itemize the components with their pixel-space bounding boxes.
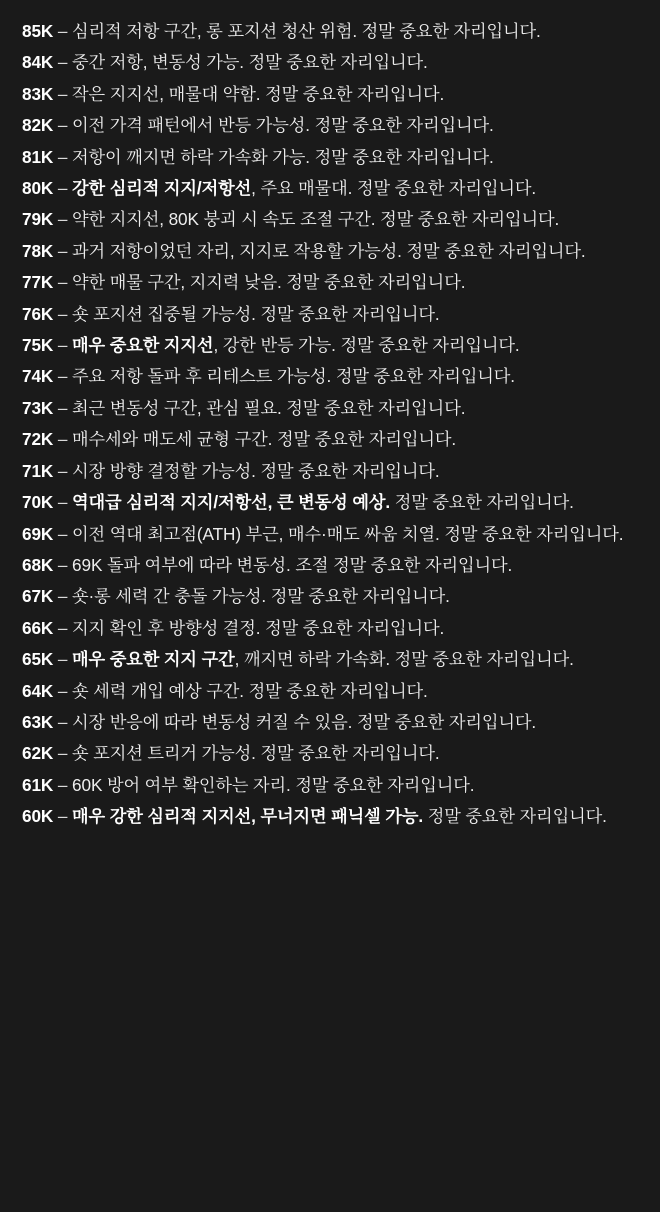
separator-dash: – xyxy=(53,209,73,230)
separator-dash: – xyxy=(53,178,73,199)
separator-dash: – xyxy=(53,460,73,481)
price-level-label: 64K xyxy=(22,680,54,701)
separator-dash: – xyxy=(53,303,73,324)
price-level-label: 71K xyxy=(22,460,54,481)
separator-dash: – xyxy=(53,146,73,167)
separator-dash: – xyxy=(53,523,73,544)
price-level-label: 84K xyxy=(22,52,54,73)
separator-dash: – xyxy=(53,649,73,670)
price-level-label: 70K xyxy=(22,492,54,513)
price-level-line xyxy=(22,79,640,110)
price-level-label: 82K xyxy=(22,115,54,136)
price-level-description: 약한 지지선, 80K 붕괴 시 속도 조절 구간. 정말 중요한 자리입니다. xyxy=(72,209,560,230)
price-level-line xyxy=(22,738,640,769)
price-level-label: 79K xyxy=(22,209,54,230)
price-level-label: 76K xyxy=(22,303,54,324)
price-level-label: 65K xyxy=(22,649,54,670)
price-level-label: 62K xyxy=(22,743,54,764)
price-level-description: , 강한 반등 가능. 정말 중요한 자리입니다. xyxy=(213,335,520,356)
price-level-line xyxy=(22,142,640,173)
price-level-emphasis: 매우 중요한 지지선 xyxy=(72,335,214,356)
price-level-description: 시장 방향 결정할 가능성. 정말 중요한 자리입니다. xyxy=(72,460,440,481)
price-level-label: 61K xyxy=(22,774,54,795)
separator-dash: – xyxy=(53,711,73,732)
separator-dash: – xyxy=(53,366,73,387)
price-level-description: 주요 저항 돌파 후 리테스트 가능성. 정말 중요한 자리입니다. xyxy=(72,366,515,387)
price-level-line xyxy=(22,519,640,550)
price-level-line xyxy=(22,47,640,78)
price-level-line xyxy=(22,487,640,518)
price-level-line xyxy=(22,707,640,738)
price-level-line xyxy=(22,801,640,832)
price-level-line xyxy=(22,299,640,330)
price-level-description: , 깨지면 하락 가속화. 정말 중요한 자리입니다. xyxy=(234,649,574,670)
price-level-label: 74K xyxy=(22,366,54,387)
price-level-label: 77K xyxy=(22,272,54,293)
separator-dash: – xyxy=(53,743,73,764)
separator-dash: – xyxy=(53,21,73,41)
price-level-line xyxy=(22,16,640,47)
price-level-label: 73K xyxy=(22,397,54,418)
price-level-label: 72K xyxy=(22,429,54,450)
price-level-label: 67K xyxy=(22,586,54,607)
price-level-description: 약한 매물 구간, 지지력 낮음. 정말 중요한 자리입니다. xyxy=(72,272,466,293)
price-level-label: 85K xyxy=(22,21,54,41)
separator-dash: – xyxy=(53,335,73,356)
price-level-line xyxy=(22,550,640,581)
price-level-description: 매수세와 매도세 균형 구간. 정말 중요한 자리입니다. xyxy=(72,429,457,450)
price-level-label: 81K xyxy=(22,146,54,167)
separator-dash: – xyxy=(53,554,73,575)
price-level-description: 최근 변동성 구간, 관심 필요. 정말 중요한 자리입니다. xyxy=(72,397,466,418)
price-level-label: 78K xyxy=(22,240,54,261)
price-level-line xyxy=(22,424,640,455)
price-level-label: 66K xyxy=(22,617,54,638)
price-level-label: 60K xyxy=(22,806,54,827)
price-level-description: 60K 방어 여부 확인하는 자리. 정말 중요한 자리입니다. xyxy=(72,774,475,795)
price-level-description: 이전 가격 패턴에서 반등 가능성. 정말 중요한 자리입니다. xyxy=(72,115,494,136)
price-level-line xyxy=(22,456,640,487)
price-level-description: , 주요 매물대. 정말 중요한 자리입니다. xyxy=(251,178,537,199)
separator-dash: – xyxy=(53,115,73,136)
price-level-label: 75K xyxy=(22,335,54,356)
price-level-description: 숏·롱 세력 간 충돌 가능성. 정말 중요한 자리입니다. xyxy=(72,586,450,607)
price-level-description: 지지 확인 후 방향성 결정. 정말 중요한 자리입니다. xyxy=(72,617,445,638)
price-level-label: 69K xyxy=(22,523,54,544)
price-level-label: 68K xyxy=(22,554,54,575)
price-level-line xyxy=(22,644,640,675)
separator-dash: – xyxy=(53,240,73,261)
separator-dash: – xyxy=(53,397,73,418)
separator-dash: – xyxy=(53,586,73,607)
price-level-emphasis: 매우 중요한 지지 구간 xyxy=(72,649,235,670)
separator-dash: – xyxy=(53,52,73,73)
price-level-line xyxy=(22,361,640,392)
separator-dash: – xyxy=(53,617,73,638)
price-level-line xyxy=(22,581,640,612)
price-level-description: 숏 세력 개입 예상 구간. 정말 중요한 자리입니다. xyxy=(72,680,428,701)
price-level-line xyxy=(22,267,640,298)
separator-dash: – xyxy=(53,492,73,513)
price-level-line xyxy=(22,770,640,801)
price-level-description: 중간 저항, 변동성 가능. 정말 중요한 자리입니다. xyxy=(72,52,428,73)
price-level-description: 심리적 저항 구간, 롱 포지션 청산 위험. 정말 중요한 자리입니다. xyxy=(72,21,541,41)
price-level-label: 80K xyxy=(22,178,54,199)
price-level-line xyxy=(22,393,640,424)
separator-dash: – xyxy=(53,806,73,827)
price-level-line xyxy=(22,110,640,141)
price-level-line xyxy=(22,236,640,267)
price-level-line xyxy=(22,204,640,235)
price-level-description: 이전 역대 최고점(ATH) 부근, 매수·매도 싸움 치열. 정말 중요한 자리입니다. xyxy=(72,523,624,544)
price-level-description: 숏 포지션 집중될 가능성. 정말 중요한 자리입니다. xyxy=(72,303,440,324)
separator-dash: – xyxy=(53,429,73,450)
price-level-description: 과거 저항이었던 자리, 지지로 작용할 가능성. 정말 중요한 자리입니다. xyxy=(72,240,586,261)
price-level-description: 정말 중요한 자리입니다. xyxy=(423,806,607,827)
price-level-emphasis: 역대급 심리적 지지/저항선, 큰 변동성 예상. xyxy=(72,492,391,513)
price-level-description: 저항이 깨지면 하락 가속화 가능. 정말 중요한 자리입니다. xyxy=(72,146,494,167)
separator-dash: – xyxy=(53,83,73,104)
price-level-line xyxy=(22,676,640,707)
separator-dash: – xyxy=(53,680,73,701)
price-level-line xyxy=(22,330,640,361)
price-level-emphasis: 강한 심리적 지지/저항선 xyxy=(72,178,252,199)
price-level-line xyxy=(22,173,640,204)
separator-dash: – xyxy=(53,774,73,795)
price-level-label: 63K xyxy=(22,711,54,732)
price-level-description: 69K 돌파 여부에 따라 변동성. 조절 정말 중요한 자리입니다. xyxy=(72,554,513,575)
price-level-description: 숏 포지션 트리거 가능성. 정말 중요한 자리입니다. xyxy=(72,743,440,764)
price-level-description: 작은 지지선, 매물대 약함. 정말 중요한 자리입니다. xyxy=(72,83,445,104)
price-level-line xyxy=(22,613,640,644)
separator-dash: – xyxy=(53,272,73,293)
price-level-description: 시장 반응에 따라 변동성 커질 수 있음. 정말 중요한 자리입니다. xyxy=(72,711,537,732)
price-level-emphasis: 매우 강한 심리적 지지선, 무너지면 패닉셀 가능. xyxy=(72,806,424,827)
price-level-label: 83K xyxy=(22,83,54,104)
price-level-description: 정말 중요한 자리입니다. xyxy=(390,492,574,513)
